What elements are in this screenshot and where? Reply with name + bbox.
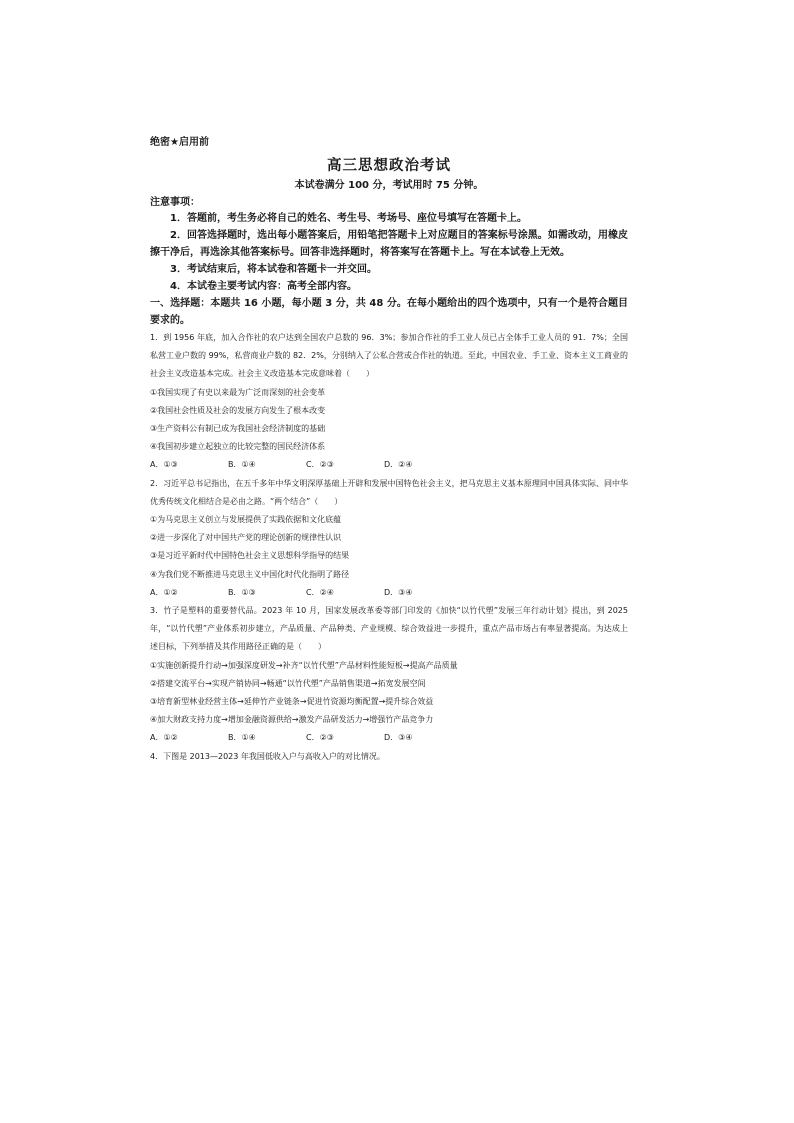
exam-sheet [150, 136, 628, 766]
question-1-option-3: ③生产资料公有制已成为我国社会经济制度的基础 [150, 424, 326, 434]
question-2-option-4: ④为我们党不断推进马克思主义中国化时代化指明了路径 [150, 569, 350, 579]
choice-b: B．①④ [228, 733, 256, 743]
question-4-stem: 4．下图是 2013—2023 年我国低收入户与高收入户的对比情况。 [150, 751, 385, 761]
choice-c: C．②④ [306, 587, 334, 597]
choice-c: C．②③ [306, 460, 334, 470]
question-3-option-4: ④加大财政支持力度→增加金融资源供给→激发产品研发活力→增强竹产品竞争力 [150, 715, 434, 725]
question-1-choices [150, 456, 628, 474]
choice-d: D．②④ [384, 460, 413, 470]
notice-item-1: 1．答题前，考生务必将自己的姓名、考生号、考场号、座位号填写在答题卡上。 [170, 213, 527, 224]
choice-c: C．②③ [306, 733, 334, 743]
question-2-option-3: ③是习近平新时代中国特色社会主义思想科学指导的结果 [150, 551, 350, 561]
secret-mark: 绝密★启用前 [150, 137, 209, 148]
choice-b: B．①④ [228, 460, 256, 470]
question-3-option-3: ③培育新型林业经营主体→延伸竹产业链条→促进竹资源均衡配置→提升综合效益 [150, 697, 434, 707]
exam-title: 高三思想政治考试 [327, 158, 451, 174]
choice-b: B．①③ [228, 587, 256, 597]
question-1-option-4: ④我国初步建立起独立的比较完整的国民经济体系 [150, 442, 326, 452]
question-3-option-1: ①实施创新提升行动→加强深度研发→补齐“以竹代塑”产品材料性能短板→提高产品质量 [150, 660, 458, 670]
question-2-option-2: ②进一步深化了对中国共产党的理论创新的规律性认识 [150, 533, 342, 543]
notice-heading: 注意事项： [150, 197, 200, 208]
choice-a: A．①③ [150, 460, 178, 470]
choice-d: D．③④ [384, 587, 413, 597]
notice-item-2: 2．回答选择题时，选出每小题答案后，用铅笔把答题卡上对应题目的答案标号涂黑。如需改动，用橡皮擦干净后，再选涂其他答案标号。回答非选择题时，将答案写在答题卡上。写在本试卷上无效。 [150, 230, 628, 258]
section-heading: 一、选择题：本题共 16 小题，每小题 3 分，共 48 分。在每小题给出的四个选项中，只有一个是符合题目要求的。 [150, 298, 628, 326]
choice-d: D．③④ [384, 733, 413, 743]
question-1-option-1: ①我国实现了有史以来最为广泛而深刻的社会变革 [150, 387, 326, 397]
choice-a: A．①② [150, 587, 178, 597]
question-2-stem: 2．习近平总书记指出，在五千多年中华文明深厚基础上开辟和发展中国特色社会主义，把马克思主义基本原理同中国具体实际、同中华优秀传统文化相结合是必由之路。“两个结合”（ ） [150, 478, 628, 506]
exam-subtitle: 本试卷满分 100 分，考试用时 75 分钟。 [294, 180, 484, 191]
question-2-choices [150, 584, 628, 602]
question-2-option-1: ①为马克思主义创立与发展提供了实践依据和文化底蕴 [150, 515, 342, 525]
notice-item-4: 4．本试卷主要考试内容：高考全部内容。 [170, 281, 357, 292]
question-1-stem: 1．到 1956 年底，加入合作社的农户达到全国农户总数的 96．3%；参加合作社的手工业人员已占全体手工业人员的 91．7%；全国私营工业户数的 99%，私营商业户数的 82．2%，分别纳入了公私合营或合作社的轨道。至此，中国农业、手工业、资本主义工商业的社会主义改造基本完成。社会主义改造基本完成意味着（ ） [150, 333, 628, 379]
question-3-choices [150, 729, 628, 747]
question-3-stem: 3．竹子是塑料的重要替代品。2023 年 10 月，国家发展改革委等部门印发的《加快“以竹代塑”发展三年行动计划》提出，到 2025 年，“以竹代塑”产业体系初步建立，产品质量、产品种类、产业规模、综合效益进一步提升，重点产品市场占有率显著提高。为达成上述目标，下列举措及其作用路径正确的是（ ） [150, 606, 628, 652]
choice-a: A．①② [150, 733, 178, 743]
question-3-option-2: ②搭建交流平台→实现产销协同→畅通“以竹代塑”产品销售渠道→拓宽发展空间 [150, 678, 426, 688]
notice-item-3: 3．考试结束后，将本试卷和答题卡一并交回。 [170, 264, 377, 275]
question-1-option-2: ②我国社会性质及社会的发展方向发生了根本改变 [150, 405, 326, 415]
